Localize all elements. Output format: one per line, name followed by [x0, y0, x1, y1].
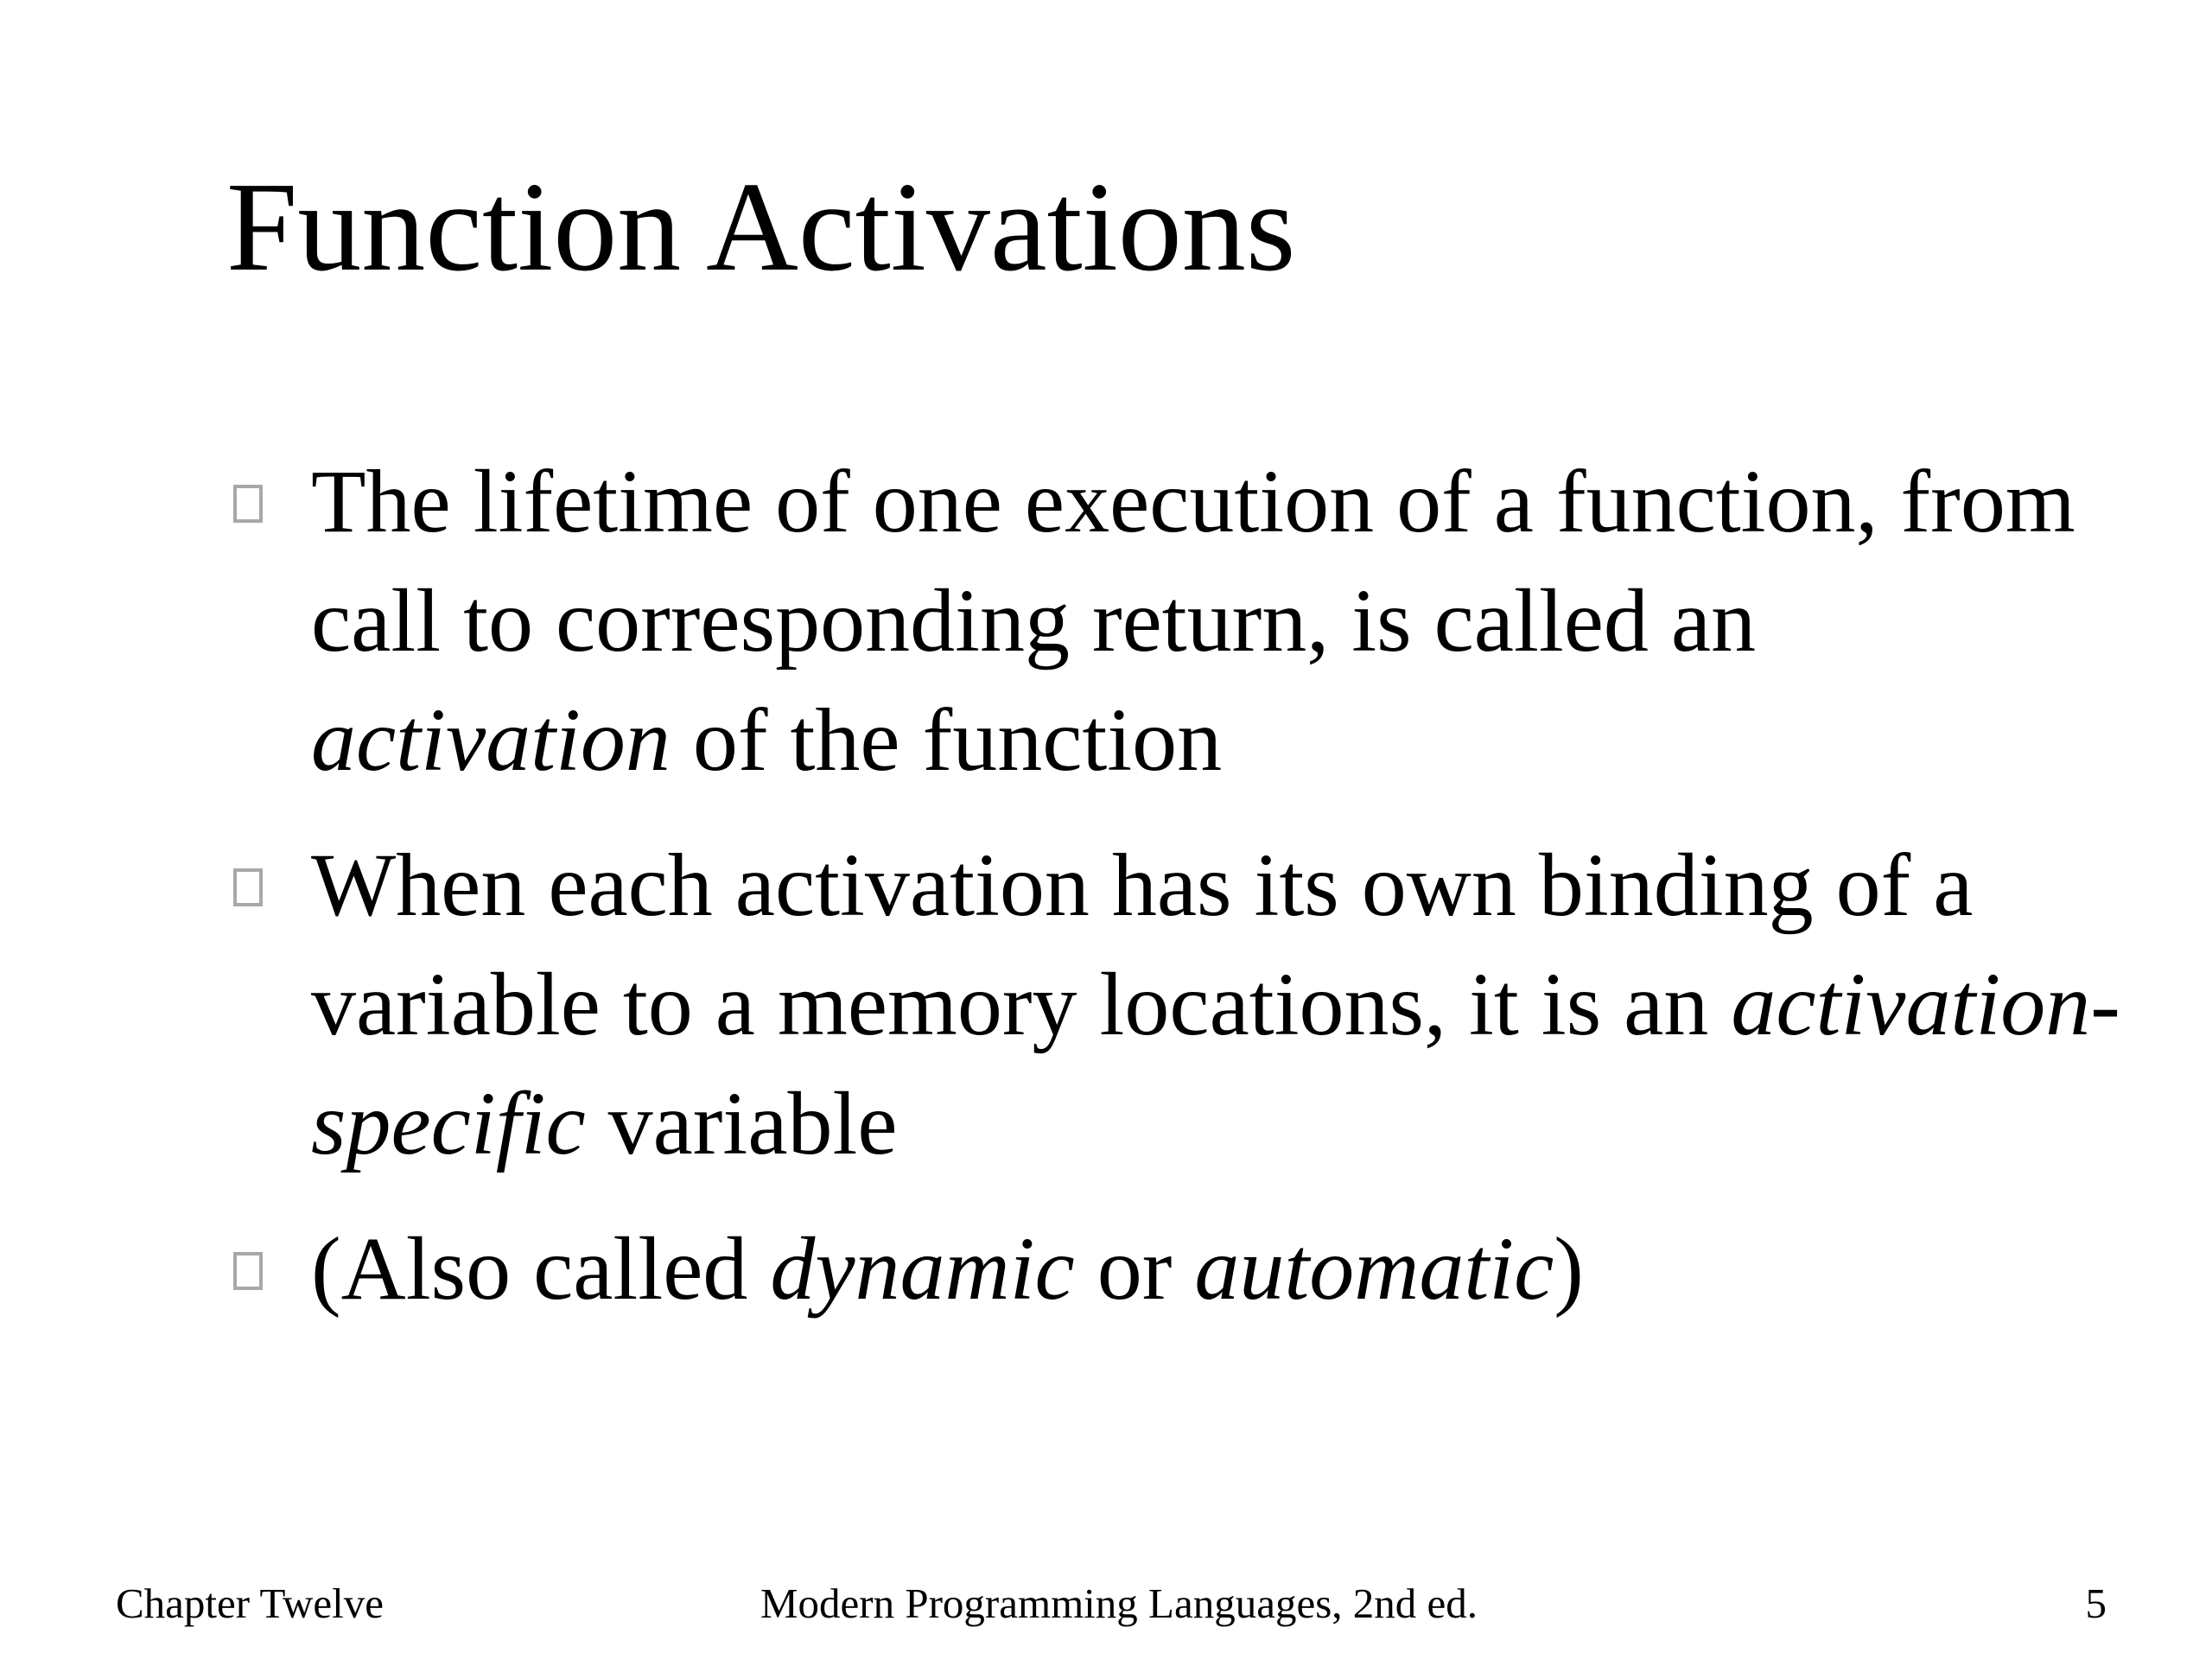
bullet-text-emphasis: activation [311, 690, 671, 790]
hollow-square-icon [233, 1252, 263, 1290]
bullet-text-emphasis: automatic [1194, 1219, 1554, 1319]
bullet-text-part: of the function [670, 690, 1223, 790]
bullet-text-part: or [1074, 1219, 1195, 1319]
slide-title: Function Activations [226, 156, 1296, 298]
bullet-text-part: When each activation has its own binding of a variable to a memory locations, it is an [311, 836, 1974, 1054]
footer-page-number: 5 [2085, 1580, 2107, 1627]
bullet-text-part: ) [1554, 1219, 1584, 1319]
bullet-item [226, 826, 2127, 1184]
bullet-list [226, 442, 2127, 1355]
hollow-square-icon [233, 868, 263, 906]
bullet-text-emphasis: activation-specific [311, 955, 2120, 1173]
footer-book-title: Modern Programming Languages, 2nd ed. [760, 1580, 1478, 1627]
bullet-item [226, 1210, 2127, 1329]
bullet-text-part: The lifetime of one execution of a function, from call to corresponding return, is called an [311, 452, 2075, 671]
bullet-text-part: (Also called [311, 1219, 771, 1319]
hollow-square-icon [233, 485, 263, 523]
bullet-item [226, 442, 2127, 800]
bullet-text-emphasis: dynamic [770, 1219, 1075, 1319]
footer-chapter: Chapter Twelve [116, 1580, 384, 1627]
bullet-text-part: variable [585, 1074, 898, 1173]
